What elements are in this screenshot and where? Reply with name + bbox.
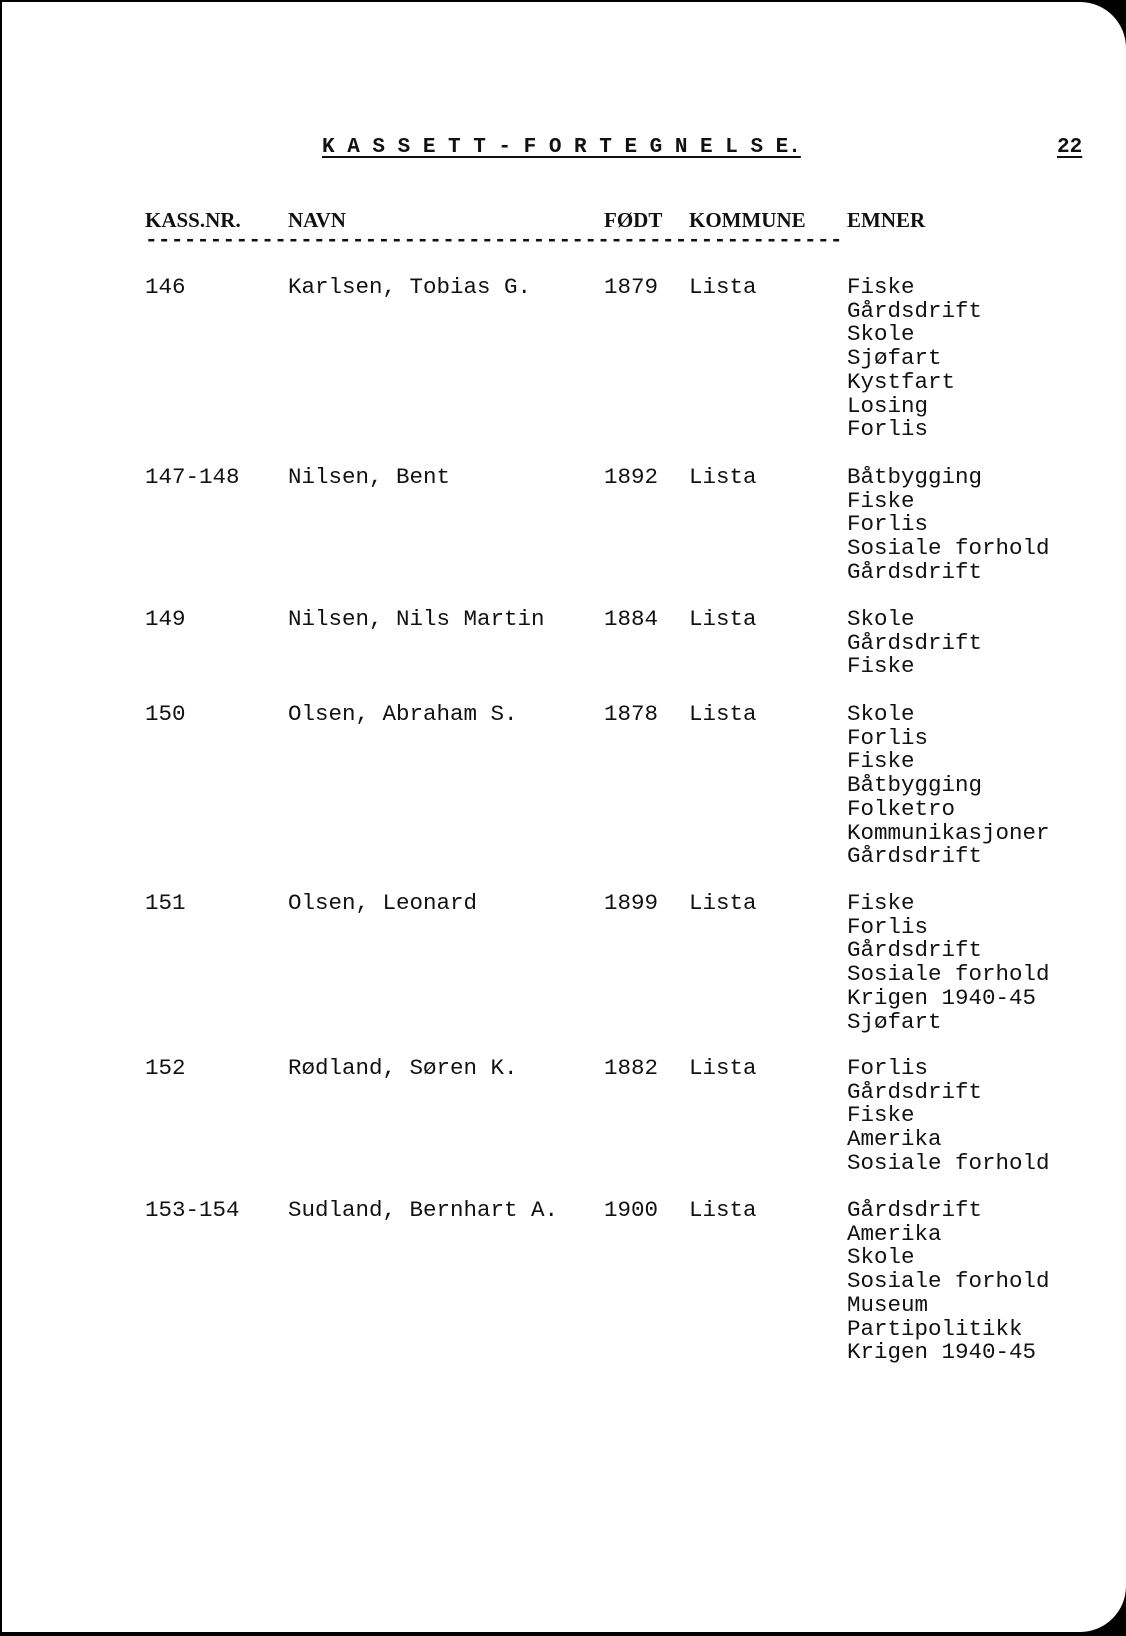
entry-navn: Nilsen, Nils Martin <box>288 606 545 632</box>
entry-emner-list <box>847 1199 1050 1365</box>
entry-emne: Forlis <box>847 416 929 443</box>
entry-emne: Fiske <box>847 748 915 775</box>
document-page <box>2 2 1126 1632</box>
entry-emner-list <box>847 892 1050 1034</box>
entry-navn: Rødland, Søren K. <box>288 1055 518 1081</box>
entry-emne: Forlis <box>847 913 929 940</box>
column-header-navn: NAVN <box>288 208 346 232</box>
column-header-kass-nr: KASS.NR. <box>145 208 241 232</box>
entry-navn: Olsen, Abraham S. <box>288 701 518 727</box>
entry-emne: Amerika <box>847 1220 942 1247</box>
entry-emne: Krigen 1940-45 <box>847 984 1037 1011</box>
entry-kommune: Lista <box>689 606 757 632</box>
entry-emner-list <box>847 703 1050 869</box>
entry-kommune: Lista <box>689 464 757 490</box>
entry-emner-list <box>847 466 1050 585</box>
entry-kommune: Lista <box>689 1055 757 1081</box>
entry-emne: Sosiale forhold <box>847 1268 1050 1295</box>
entry-emne: Gårdsdrift <box>847 1197 983 1223</box>
entry-emne: Sjøfart <box>847 345 942 372</box>
document-title: K A S S E T T - F O R T E G N E L S E. <box>322 136 801 159</box>
entry-emne: Fiske <box>847 487 915 514</box>
entry-navn: Nilsen, Bent <box>288 464 451 490</box>
entry-kommune: Lista <box>689 1197 757 1223</box>
entry-emne: Folketro <box>847 795 956 822</box>
entry-emne: Krigen 1940-45 <box>847 1339 1037 1366</box>
entry-fodt: 1879 <box>604 274 659 300</box>
entry-emner-list <box>847 1057 1050 1176</box>
entry-emne: Båtbygging <box>847 772 983 799</box>
column-header-fodt: FØDT <box>604 208 663 232</box>
entry-emne: Skole <box>847 701 915 727</box>
entry-emne: Sosiale forhold <box>847 961 1050 988</box>
page-number: 22 <box>1057 136 1083 159</box>
entry-emne: Fiske <box>847 274 915 300</box>
entry-kommune: Lista <box>689 890 757 916</box>
entry-emne: Skole <box>847 321 915 348</box>
entry-navn: Karlsen, Tobias G. <box>288 274 532 300</box>
column-header-kommune: KOMMUNE <box>689 208 806 232</box>
entry-emne: Fiske <box>847 1102 915 1129</box>
entry-kass-nr: 150 <box>145 701 186 727</box>
entry-kass-nr: 152 <box>145 1055 186 1081</box>
entry-emne: Sjøfart <box>847 1008 942 1035</box>
entry-fodt: 1899 <box>604 890 659 916</box>
entry-emne: Sosiale forhold <box>847 535 1050 562</box>
entry-emne: Forlis <box>847 1055 929 1081</box>
entry-kass-nr: 147-148 <box>145 464 240 490</box>
entry-emne: Gårdsdrift <box>847 558 983 585</box>
entry-emne: Kystfart <box>847 368 956 395</box>
entry-emner-list <box>847 276 982 442</box>
entry-emne: Forlis <box>847 511 929 538</box>
entry-emne: Gårdsdrift <box>847 843 983 870</box>
column-header-emner: EMNER <box>847 208 926 232</box>
entry-kass-nr: 153-154 <box>145 1197 240 1223</box>
entry-fodt: 1900 <box>604 1197 659 1223</box>
entry-kass-nr: 151 <box>145 890 186 916</box>
entry-emner-list <box>847 608 982 679</box>
entry-emne: Partipolitikk <box>847 1315 1023 1342</box>
entry-emne: Fiske <box>847 890 915 916</box>
entry-emne: Gårdsdrift <box>847 1078 983 1105</box>
entry-kass-nr: 149 <box>145 606 186 632</box>
entry-fodt: 1884 <box>604 606 659 632</box>
entry-emne: Fiske <box>847 653 915 680</box>
entry-emne: Amerika <box>847 1126 942 1153</box>
entry-navn: Sudland, Bernhart A. <box>288 1197 559 1223</box>
entry-emne: Museum <box>847 1291 929 1318</box>
entry-emne: Forlis <box>847 724 929 751</box>
entry-fodt: 1878 <box>604 701 659 727</box>
entry-emne: Båtbygging <box>847 464 983 490</box>
entry-emne: Kommunikasjoner <box>847 819 1050 846</box>
entry-fodt: 1892 <box>604 464 659 490</box>
entry-emne: Skole <box>847 606 915 632</box>
entry-kommune: Lista <box>689 274 757 300</box>
entry-emne: Gårdsdrift <box>847 937 983 964</box>
entry-kass-nr: 146 <box>145 274 186 300</box>
header-rule: ------------------------------------------------------ <box>145 230 843 253</box>
entry-emne: Gårdsdrift <box>847 629 983 656</box>
entry-emne: Gårdsdrift <box>847 297 983 324</box>
entry-emne: Losing <box>847 392 929 419</box>
entry-fodt: 1882 <box>604 1055 659 1081</box>
entry-kommune: Lista <box>689 701 757 727</box>
entry-emne: Skole <box>847 1244 915 1271</box>
entry-emne: Sosiale forhold <box>847 1149 1050 1176</box>
entry-navn: Olsen, Leonard <box>288 890 478 916</box>
